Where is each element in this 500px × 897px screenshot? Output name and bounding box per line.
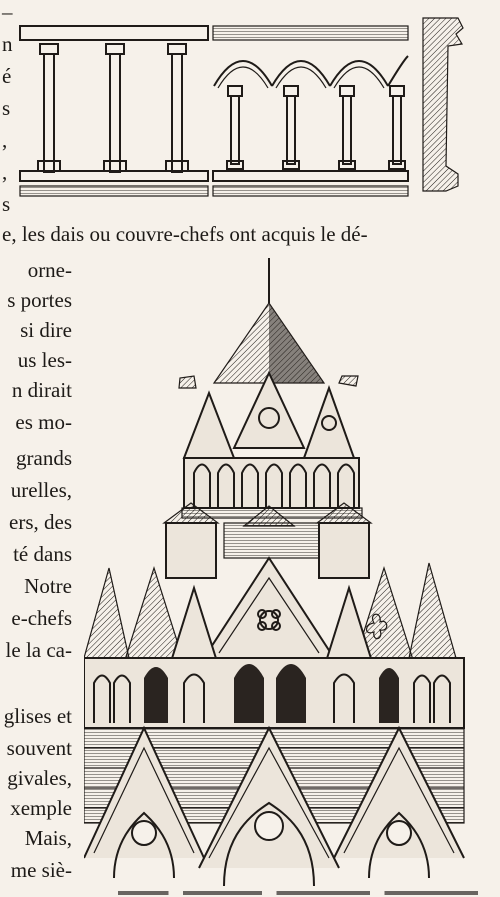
fragment-3: s: [2, 96, 11, 120]
fragment-line: givales,: [7, 766, 72, 790]
bottom-clipped-line: [118, 888, 478, 897]
fragment-line: us les-: [17, 348, 72, 372]
fragment-line: urelles,: [10, 478, 72, 502]
fragment-line: souvent: [6, 736, 72, 760]
fragment-line: e-chefs: [11, 606, 72, 630]
fragment-4: ,: [2, 128, 8, 152]
fragment-5: ,: [2, 160, 8, 184]
fragment-line: s portes: [7, 288, 72, 312]
fragment-1: n: [2, 32, 13, 56]
fragment-line: glises et: [3, 704, 72, 728]
fragment-line: le la ca-: [5, 638, 72, 662]
fragment-6: s: [2, 192, 11, 216]
fragment-line: Mais,: [24, 826, 72, 850]
fragment-line: Notre: [24, 574, 72, 598]
fragment-0: –: [2, 0, 13, 24]
fragment-2: é: [2, 64, 12, 88]
fragment-line: me siè-: [10, 858, 72, 882]
fragment-line: si dire: [20, 318, 72, 342]
fragment-line: té dans: [13, 542, 72, 566]
fragment-line: n dirait: [11, 378, 72, 402]
fragment-line: xemple: [10, 796, 72, 820]
text-line-full: e, les dais ou couvre-chefs ont acquis le dé-: [2, 222, 368, 246]
fragment-line: es mo-: [15, 410, 72, 434]
fragment-line: grands: [16, 446, 72, 470]
colonnade-illustration: [18, 16, 488, 206]
fragment-line: ers, des: [9, 510, 72, 534]
fragment-line: orne-: [27, 258, 72, 282]
gothic-canopy-illustration: [84, 258, 474, 890]
